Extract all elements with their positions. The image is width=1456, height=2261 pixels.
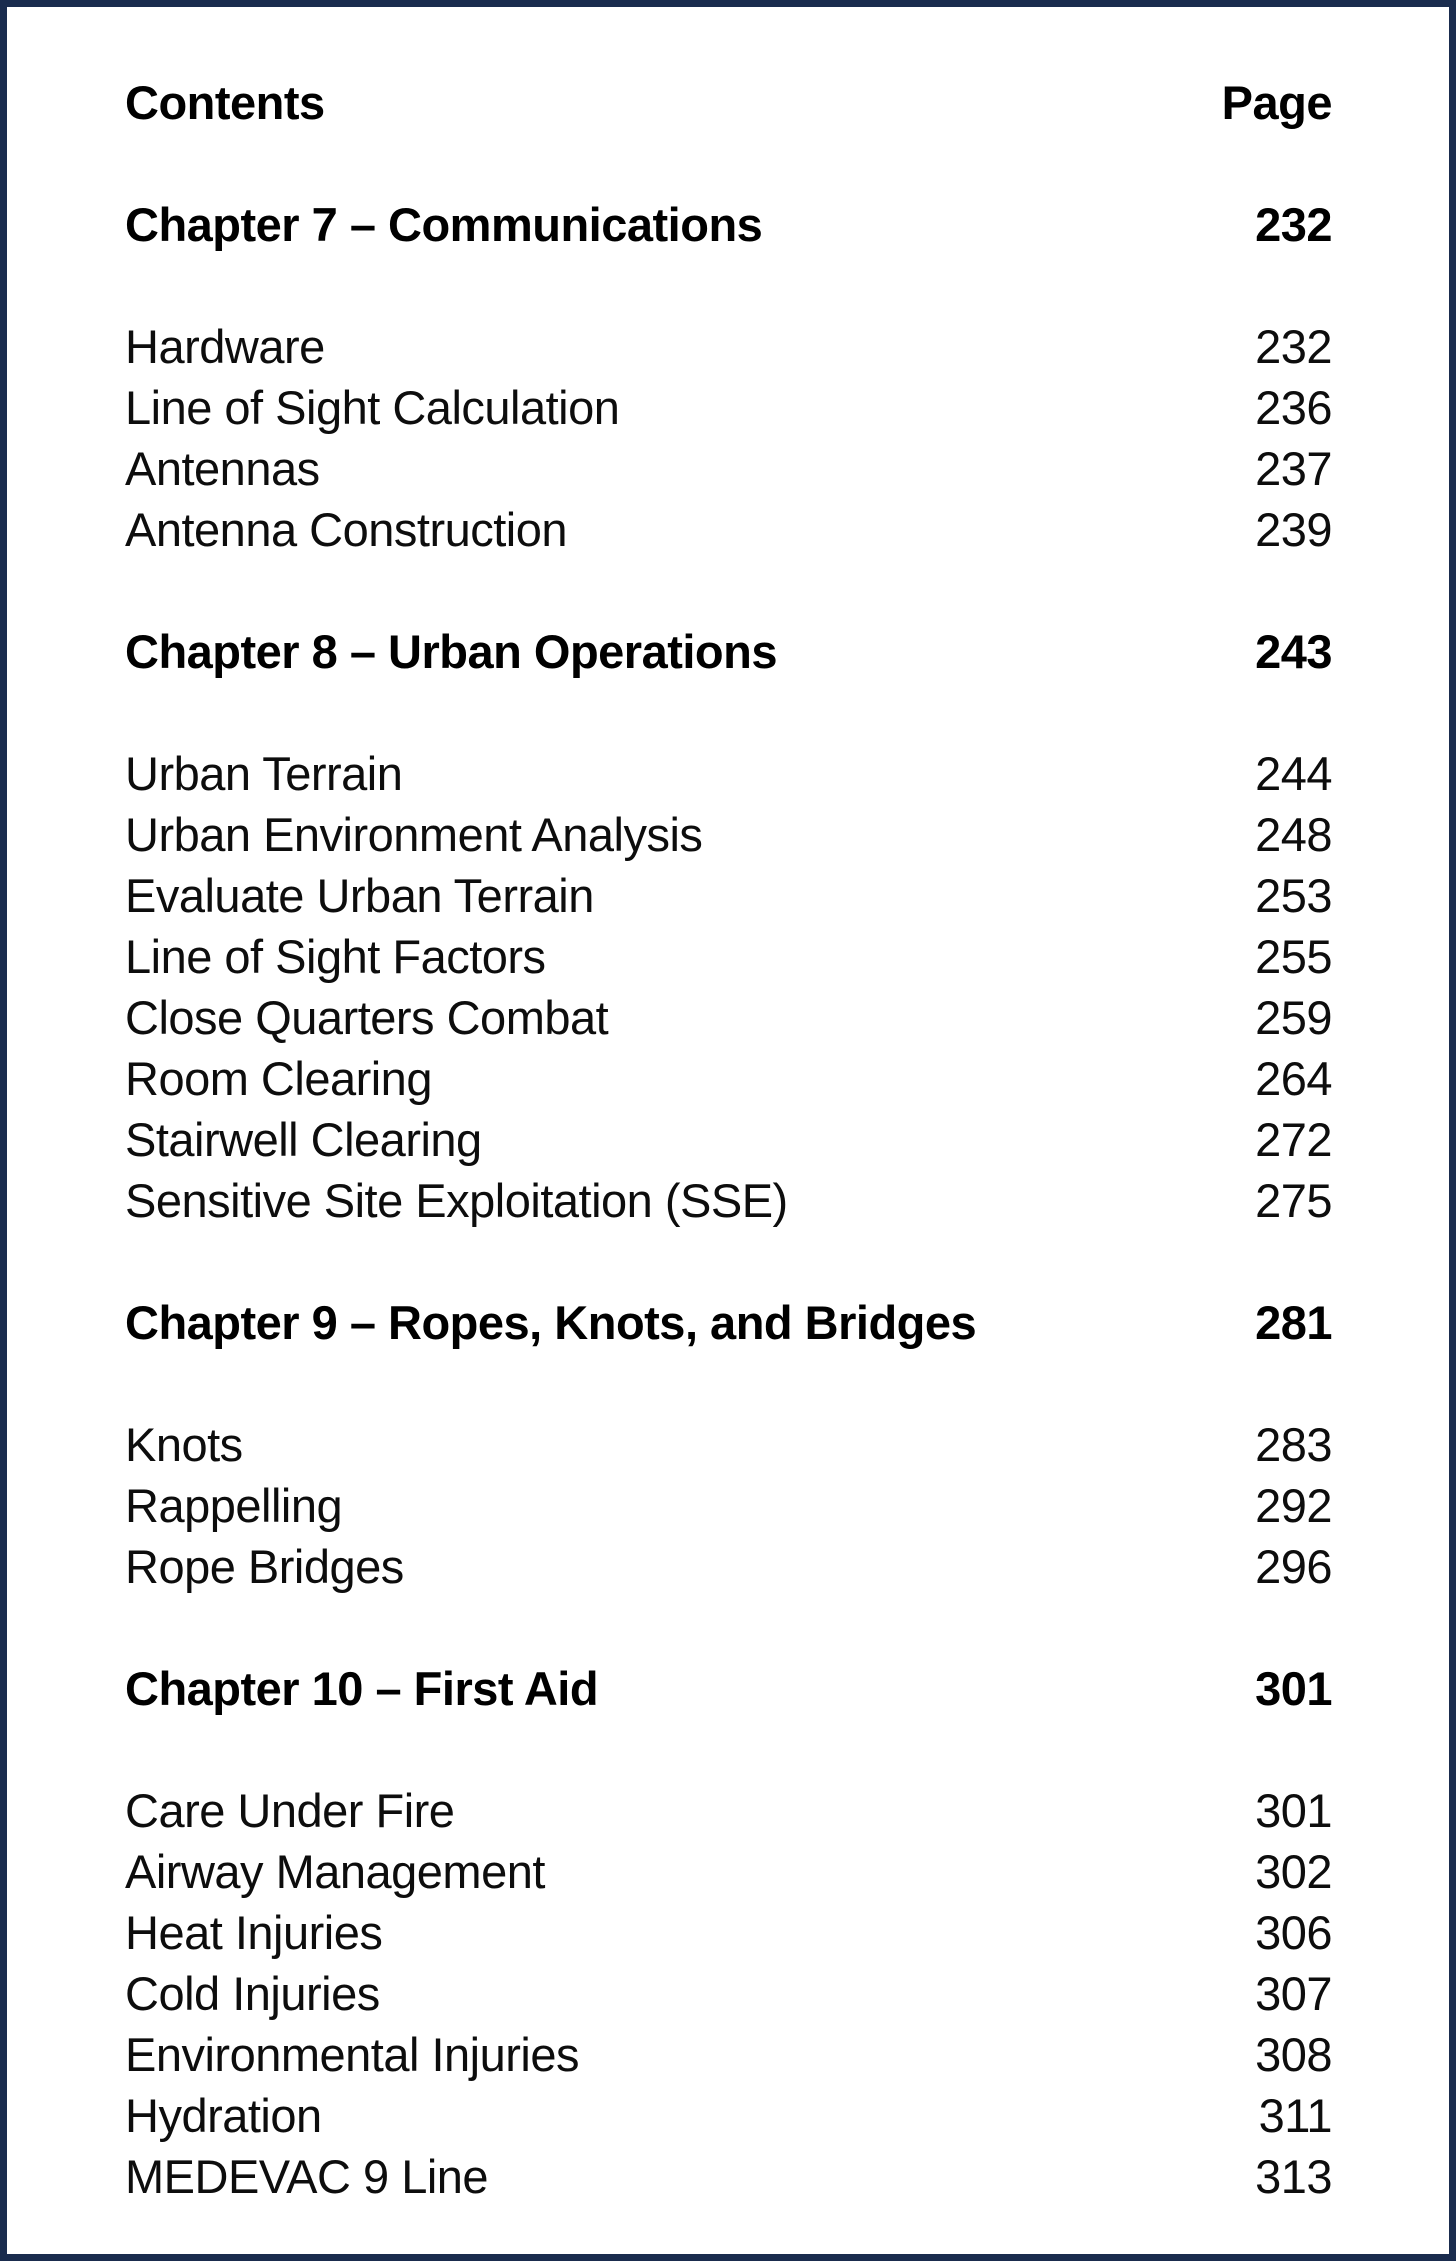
toc-item-row-label: Rope Bridges <box>125 1540 404 1593</box>
blank-line <box>125 255 1332 316</box>
toc-item-row <box>125 1963 1332 2024</box>
toc-item-row <box>125 2085 1332 2146</box>
toc-chapter-row <box>125 194 1332 255</box>
blank-line <box>125 133 1332 194</box>
toc-item-row-label: Line of Sight Calculation <box>125 381 620 434</box>
toc-item-row-page-number: 264 <box>1255 1052 1332 1105</box>
toc-chapter-row-label: Chapter 7 – Communications <box>125 198 763 251</box>
toc-item-row <box>125 1048 1332 1109</box>
toc-item-row <box>125 499 1332 560</box>
toc-item-row-label: MEDEVAC 9 Line <box>125 2150 489 2203</box>
toc-item-row-page-number: 237 <box>1255 442 1332 495</box>
toc-chapter-row-page-number: 243 <box>1255 625 1332 678</box>
toc-item-row <box>125 804 1332 865</box>
toc-item-row-page-number: 313 <box>1255 2150 1332 2203</box>
toc-item-row <box>125 2146 1332 2207</box>
toc-item-row-page-number: 255 <box>1255 930 1332 983</box>
toc-item-row <box>125 987 1332 1048</box>
blank-line <box>125 1597 1332 1658</box>
toc-item-row <box>125 1780 1332 1841</box>
toc-header-row <box>125 72 1332 133</box>
blank-line <box>125 682 1332 743</box>
toc-chapter-row-label: Chapter 8 – Urban Operations <box>125 625 777 678</box>
toc-item-row-label: Care Under Fire <box>125 1784 455 1837</box>
contents-heading: Contents <box>125 76 325 129</box>
toc-item-row-page-number: 236 <box>1255 381 1332 434</box>
toc-item-row-label: Airway Management <box>125 1845 545 1898</box>
toc-item-row-page-number: 244 <box>1255 747 1332 800</box>
toc-item-row <box>125 1902 1332 1963</box>
toc-item-row-label: Room Clearing <box>125 1052 432 1105</box>
table-of-contents <box>7 7 1449 2207</box>
toc-item-row-label: Stairwell Clearing <box>125 1113 482 1166</box>
toc-item-row <box>125 2024 1332 2085</box>
toc-item-row-label: Urban Terrain <box>125 747 403 800</box>
toc-chapter-row <box>125 1658 1332 1719</box>
blank-line <box>125 560 1332 621</box>
toc-item-row <box>125 1841 1332 1902</box>
toc-item-row <box>125 1170 1332 1231</box>
toc-item-row-page-number: 259 <box>1255 991 1332 1044</box>
toc-item-row-label: Hydration <box>125 2089 322 2142</box>
toc-chapter-row-page-number: 301 <box>1255 1662 1332 1715</box>
toc-item-row-page-number: 272 <box>1255 1113 1332 1166</box>
toc-item-row-page-number: 307 <box>1255 1967 1332 2020</box>
toc-item-row-page-number: 302 <box>1255 1845 1332 1898</box>
toc-item-row-page-number: 239 <box>1255 503 1332 556</box>
toc-item-row-page-number: 275 <box>1255 1174 1332 1227</box>
toc-item-row <box>125 438 1332 499</box>
toc-item-row-label: Urban Environment Analysis <box>125 808 703 861</box>
toc-body <box>125 133 1332 2207</box>
toc-item-row-label: Close Quarters Combat <box>125 991 609 1044</box>
toc-item-row-label: Rappelling <box>125 1479 343 1532</box>
toc-item-row-label: Evaluate Urban Terrain <box>125 869 594 922</box>
toc-chapter-row-page-number: 281 <box>1255 1296 1332 1349</box>
toc-item-row-page-number: 311 <box>1258 2089 1332 2142</box>
toc-item-row <box>125 1414 1332 1475</box>
toc-item-row <box>125 316 1332 377</box>
toc-item-row-page-number: 296 <box>1255 1540 1332 1593</box>
toc-item-row-label: Cold Injuries <box>125 1967 380 2020</box>
toc-chapter-row-page-number: 232 <box>1255 198 1332 251</box>
toc-item-row-page-number: 308 <box>1255 2028 1332 2081</box>
toc-chapter-row-label: Chapter 10 – First Aid <box>125 1662 599 1715</box>
toc-item-row-page-number: 248 <box>1255 808 1332 861</box>
toc-item-row-page-number: 292 <box>1255 1479 1332 1532</box>
toc-chapter-row-label: Chapter 9 – Ropes, Knots, and Bridges <box>125 1296 977 1349</box>
blank-line <box>125 1231 1332 1292</box>
toc-item-row-label: Sensitive Site Exploitation (SSE) <box>125 1174 788 1227</box>
toc-item-row <box>125 926 1332 987</box>
toc-item-row-label: Environmental Injuries <box>125 2028 579 2081</box>
toc-item-row-label: Antenna Construction <box>125 503 568 556</box>
toc-item-row-label: Line of Sight Factors <box>125 930 546 983</box>
toc-item-row <box>125 743 1332 804</box>
toc-item-row-page-number: 232 <box>1255 320 1332 373</box>
toc-item-row-label: Hardware <box>125 320 325 373</box>
toc-item-row-label: Antennas <box>125 442 320 495</box>
toc-item-row <box>125 377 1332 438</box>
toc-item-row <box>125 865 1332 926</box>
page-heading: Page <box>1221 76 1332 129</box>
toc-item-row-page-number: 306 <box>1255 1906 1332 1959</box>
toc-item-row <box>125 1536 1332 1597</box>
blank-line <box>125 1719 1332 1780</box>
toc-item-row <box>125 1109 1332 1170</box>
toc-item-row <box>125 1475 1332 1536</box>
toc-item-row-label: Knots <box>125 1418 243 1471</box>
blank-line <box>125 1353 1332 1414</box>
toc-chapter-row <box>125 1292 1332 1353</box>
toc-item-row-page-number: 283 <box>1255 1418 1332 1471</box>
toc-item-row-label: Heat Injuries <box>125 1906 383 1959</box>
toc-item-row-page-number: 253 <box>1255 869 1332 922</box>
toc-chapter-row <box>125 621 1332 682</box>
toc-item-row-page-number: 301 <box>1255 1784 1332 1837</box>
